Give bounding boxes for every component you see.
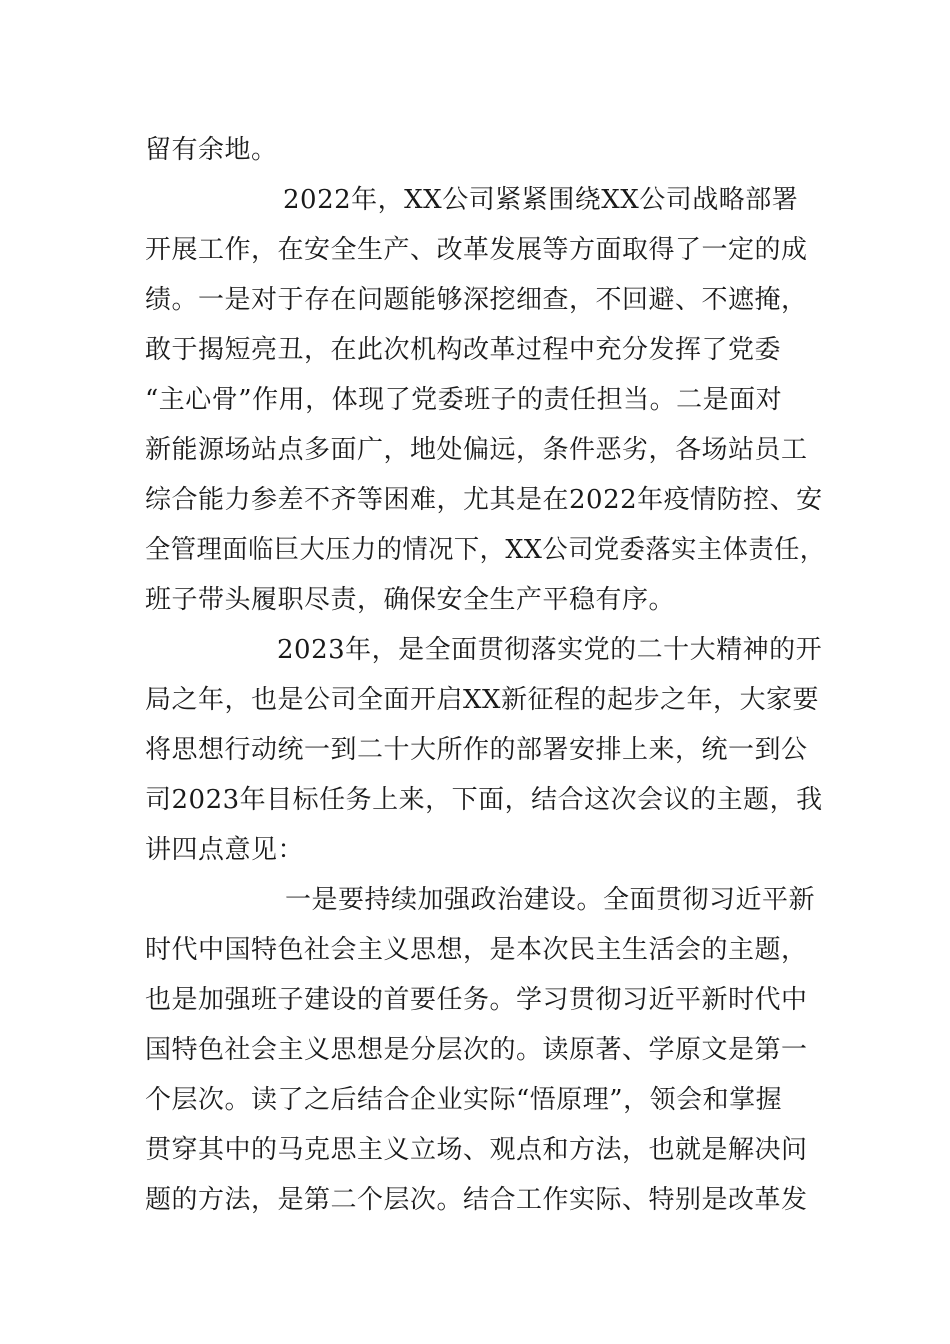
- text-line: 开展工作，在安全生产、改革发展等方面取得了一定的成: [145, 235, 808, 265]
- text-line: 也是加强班子建设的首要任务。学习贯彻习近平新时代中: [145, 985, 808, 1015]
- text-line: 个层次。读了之后结合企业实际“悟原理”，领会和掌握: [145, 1085, 783, 1115]
- text-line: 全管理面临巨大压力的情况下，XX公司党委落实主体责任，: [145, 535, 826, 565]
- paragraph-start-line: 2023年，是全面贯彻落实党的二十大精神的开: [277, 635, 823, 665]
- paragraph-start-line: 一是要持续加强政治建设。全面贯彻习近平新: [285, 885, 816, 915]
- text-line: 贯穿其中的马克思主义立场、观点和方法，也就是解决问: [145, 1135, 808, 1165]
- text-line: 班子带头履职尽责，确保安全生产平稳有序。: [145, 585, 676, 615]
- text-line: “主心骨”作用，体现了党委班子的责任担当。二是面对: [145, 385, 783, 415]
- text-line: 综合能力参差不齐等困难，尤其是在2022年疫情防控、安: [145, 485, 823, 515]
- text-line: 局之年，也是公司全面开启XX新征程的起步之年，大家要: [145, 685, 820, 715]
- paragraph-start-line: 2022年，XX公司紧紧围绕XX公司战略部署: [283, 185, 799, 215]
- text-line: 时代中国特色社会主义思想，是本次民主生活会的主题，: [145, 935, 808, 965]
- text-line: 司2023年目标任务上来，下面，结合这次会议的主题，我: [145, 785, 823, 815]
- text-line: 新能源场站点多面广，地处偏远，条件恶劣，各场站员工: [145, 435, 808, 465]
- text-line: 留有余地。: [145, 135, 278, 165]
- text-line: 绩。一是对于存在问题能够深挖细查，不回避、不遮掩，: [145, 285, 808, 315]
- text-line: 讲四点意见：: [145, 835, 305, 865]
- text-line: 题的方法，是第二个层次。结合工作实际、特别是改革发: [145, 1185, 808, 1215]
- text-line: 国特色社会主义思想是分层次的。读原著、学原文是第一: [145, 1035, 808, 1065]
- text-line: 敢于揭短亮丑，在此次机构改革过程中充分发挥了党委: [145, 335, 782, 365]
- text-line: 将思想行动统一到二十大所作的部署安排上来，统一到公: [145, 735, 808, 765]
